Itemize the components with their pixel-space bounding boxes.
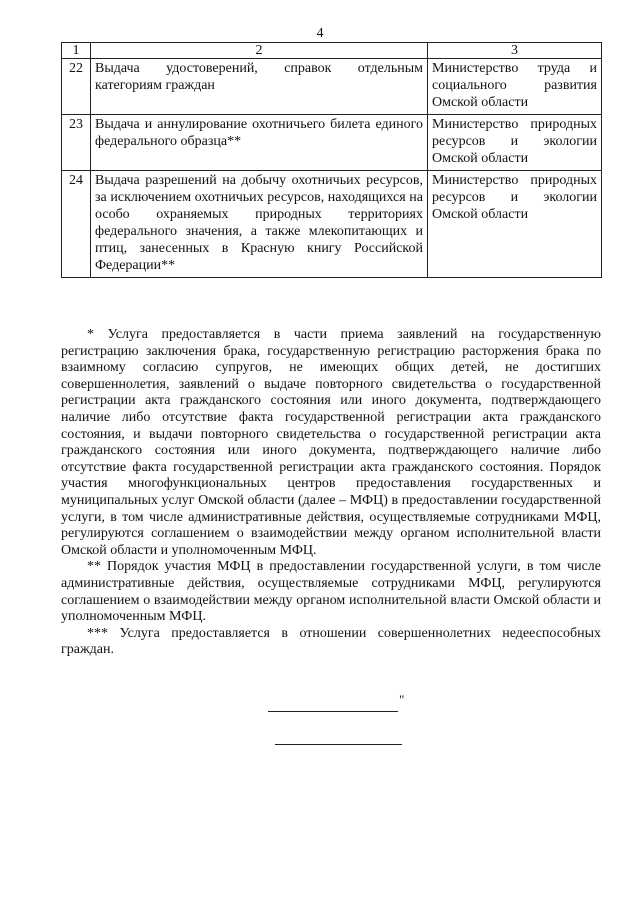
footnote-triple-star: *** Услуга предоставляется в отношении совершеннолетних недееспособных граждан. <box>61 625 601 658</box>
footnote-single-star: * Услуга предоставляется в части приема заявлений на государственную регистрацию заключения брака, государственную регистрацию расторжения брака по взаимному согласию супругов, не имеющих общих детей, не достигших совершеннолетия, заявлений о выдаче повторного свидетельства о государственной регистрации акта гражданского состояния или иного документа, подтверждающего наличие либо отсутствие факта государственной регистрации акта гражданского состояния, и выдачи повторного свидетельства о государственной регистрации акта гражданского состояния или иного документа, подтверждающего наличие либо отсутствие факта государственной регистрации акта гражданского состояния. Порядок участия многофункциональных центров предоставления государственных и муниципальных услуг Омской области (далее – МФЦ) в предоставлении государственной услуги, в том числе административные действия, осуществляемые сотрудниками МФЦ, регулируются соглашением о взаимодействии между органом исполнительной власти Омской области и уполномоченным МФЦ. <box>61 327 601 558</box>
service-name: Выдача разрешений на добычу охотничьих ресурсов, за исключением охотничьих ресурсов, находящихся на особо охраняемых природных территориях федерального значения, а также млекопитающих и птиц, занесенных в Красную книгу Российской Федерации** <box>91 171 428 278</box>
service-name: Выдача удостоверений, справок отдельным категориям граждан <box>91 59 428 115</box>
row-number: 22 <box>62 59 91 115</box>
closing-quote-mark: " <box>399 692 405 707</box>
footnotes <box>61 327 601 659</box>
page-number: 4 <box>316 26 324 41</box>
table-header-row <box>62 43 602 59</box>
column-header-3: 3 <box>428 43 602 59</box>
end-divider-line <box>275 744 402 745</box>
row-number: 24 <box>62 171 91 278</box>
column-header-2: 2 <box>91 43 428 59</box>
table-row <box>62 115 602 171</box>
footnote-double-star: ** Порядок участия МФЦ в предоставлении государственной услуги, в том числе административные действия, осуществляемые сотрудниками МФЦ, регулируются соглашением о взаимодействии между органом исполнительной власти Омской области и уполномоченным МФЦ. <box>61 559 601 625</box>
services-table <box>61 42 602 278</box>
closing-underline <box>268 697 398 712</box>
row-number: 23 <box>62 115 91 171</box>
responsible-body: Министерство труда и социального развития Омской области <box>428 59 602 115</box>
responsible-body: Министерство природных ресурсов и экологии Омской области <box>428 171 602 278</box>
table-row <box>62 171 602 278</box>
service-name: Выдача и аннулирование охотничьего билета единого федерального образца** <box>91 115 428 171</box>
table-row <box>62 59 602 115</box>
responsible-body: Министерство природных ресурсов и экологии Омской области <box>428 115 602 171</box>
column-header-1: 1 <box>62 43 91 59</box>
